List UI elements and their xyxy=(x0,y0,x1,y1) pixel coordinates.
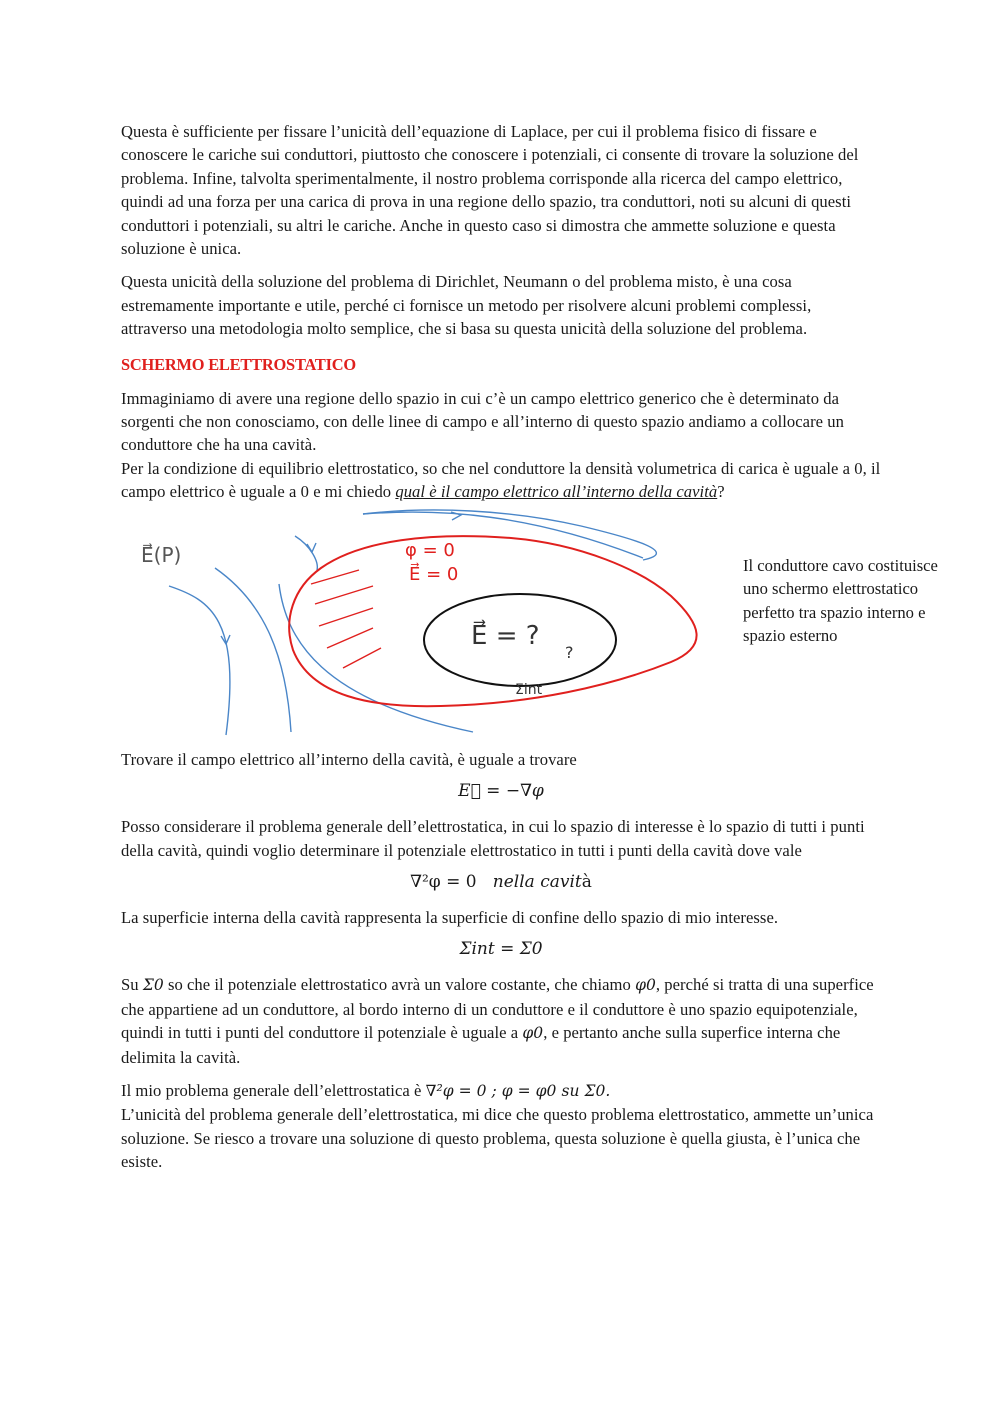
sigma-zero-inline: Σ0 xyxy=(142,976,164,995)
paragraph-field-intro xyxy=(121,387,881,504)
paragraph-boundary: La superficie interna della cavità rappresenta la superficie di confine dello spazio di mio interesse. xyxy=(121,907,779,927)
phi-zero-inline-2: φ0 xyxy=(522,1024,544,1043)
conductor-hatch xyxy=(311,570,381,668)
laplace-rhs: nella cavit xyxy=(492,871,582,892)
field-line-left-2 xyxy=(215,568,291,732)
label-extra-question: ? xyxy=(565,642,574,662)
paragraph-conclusion xyxy=(121,1079,881,1174)
eqp-text-b: so che il potenziale elettrostatico avrà un valore costante, che chiamo xyxy=(163,975,636,995)
paragraph-find-field: Trovare il campo elettrico all’interno della cavità, è uguale a trovare xyxy=(121,749,577,769)
label-phi-zero: φ = 0 xyxy=(405,539,455,561)
eqp-text-d: , e pertanto anche sulla superfice interna che delimita la cavità. xyxy=(121,1023,841,1067)
label-sigma-int: Σint xyxy=(515,681,543,698)
equilibrium-text: Per la condizione di equilibrio elettrostatico, so che nel conduttore la densità volumetrica di carica è uguale a 0, il campo elettrico è uguale a 0 e mi chiedo xyxy=(121,458,881,502)
question-mark: ? xyxy=(717,482,725,502)
paragraph-dirichlet-neumann: Questa unicità della soluzione del problema di Dirichlet, Neumann o del problema misto, è una cosa estremamente importante e utile, perché ci fornisce un metodo per risolvere alcuni problemi complessi, attraverso una metodologia molto semplice, che si basa su questa unicità della soluzione del problema. xyxy=(121,272,812,339)
paragraph-equipotential xyxy=(121,973,881,1069)
paragraph-uniqueness: Questa è sufficiente per fissare l’unicità dell’equazione di Laplace, per cui il problema fisico di fissare e conoscere le cariche sui conduttori, piuttosto che conoscere i potenziali, ci consente di trovare la soluzione del problema. Infine, talvolta sperimentalmente, il nostro problema corrisponde alla ricerca del campo elettrico, quindi ad una forza per una carica di prova in una regione dello spazio, tra conduttori, noti su alcuni di questi conduttori i potenziali, su altri le cariche. Anche in questo caso si dimostra che ammette soluzione e questa soluzione è unica. xyxy=(121,122,859,259)
laplace-rhs-accent: à xyxy=(581,871,592,892)
section-heading: SCHERMO ELETTROSTATICO xyxy=(121,354,356,374)
conductor-cavity-figure xyxy=(111,500,991,740)
label-field-zero: E⃗ = 0 xyxy=(409,563,459,585)
equation-gradient: E⃗ = −∇φ xyxy=(458,781,544,802)
label-field-at-point: E⃗(P) xyxy=(141,542,182,567)
equation-sigma: Σint = Σ0 xyxy=(459,939,543,960)
field-intro-text: Immaginiamo di avere una regione dello spazio in cui c’è un campo elettrico generico che è determinato da sorgenti che non conosciamo, con delle linee di campo e all’interno di questo spazio andiamo a collocare un conduttore che ha una cavità. xyxy=(121,388,844,455)
conclusion-text-a: Il mio problema generale dell’elettrostatica è xyxy=(121,1080,426,1100)
field-line-left-1 xyxy=(169,586,230,735)
document-page xyxy=(121,120,938,1184)
eqp-text-a: Su xyxy=(121,975,143,995)
conclusion-text-b: L’unicità del problema generale dell’elettrostatica, mi dice che questo problema elettrostatico, ammette un’unica soluzione. Se riesco a trovare una soluzione di questo problema, questa soluzione è quella giusta, è l’unica che esiste. xyxy=(121,1105,874,1172)
figure-caption: Il conduttore cavo costituisce uno schermo elettrostatico perfetto tra spazio interno e spazio esterno xyxy=(743,555,938,645)
question-underlined: qual è il campo elettrico all’interno della cavità xyxy=(395,482,718,502)
equation-laplace xyxy=(121,870,881,894)
field-line-left-4 xyxy=(295,536,317,570)
label-field-question: E⃗ = ? xyxy=(471,620,540,651)
phi-zero-inline: φ0 xyxy=(635,976,656,995)
eqp-text-c: , perché si tratta di una superfice che appartiene ad un conduttore, al bordo interno di un conduttore e il conduttore è uno spazio equipotenziale, quindi in tutti i punti del conduttore il potenziale è uguale a xyxy=(121,975,874,1043)
paragraph-general-problem: Posso considerare il problema generale dell’elettrostatica, in cui lo spazio di interesse è lo spazio di tutti i punti della cavità, quindi voglio determinare il potenziale elettrostatico in tutti i punti della cavità dove vale xyxy=(121,817,865,860)
laplace-lhs: ∇²φ = 0 xyxy=(410,871,477,892)
inline-problem: ∇²φ = 0 ; φ = φ0 su Σ0. xyxy=(425,1081,611,1100)
field-line-left-3 xyxy=(279,584,473,732)
